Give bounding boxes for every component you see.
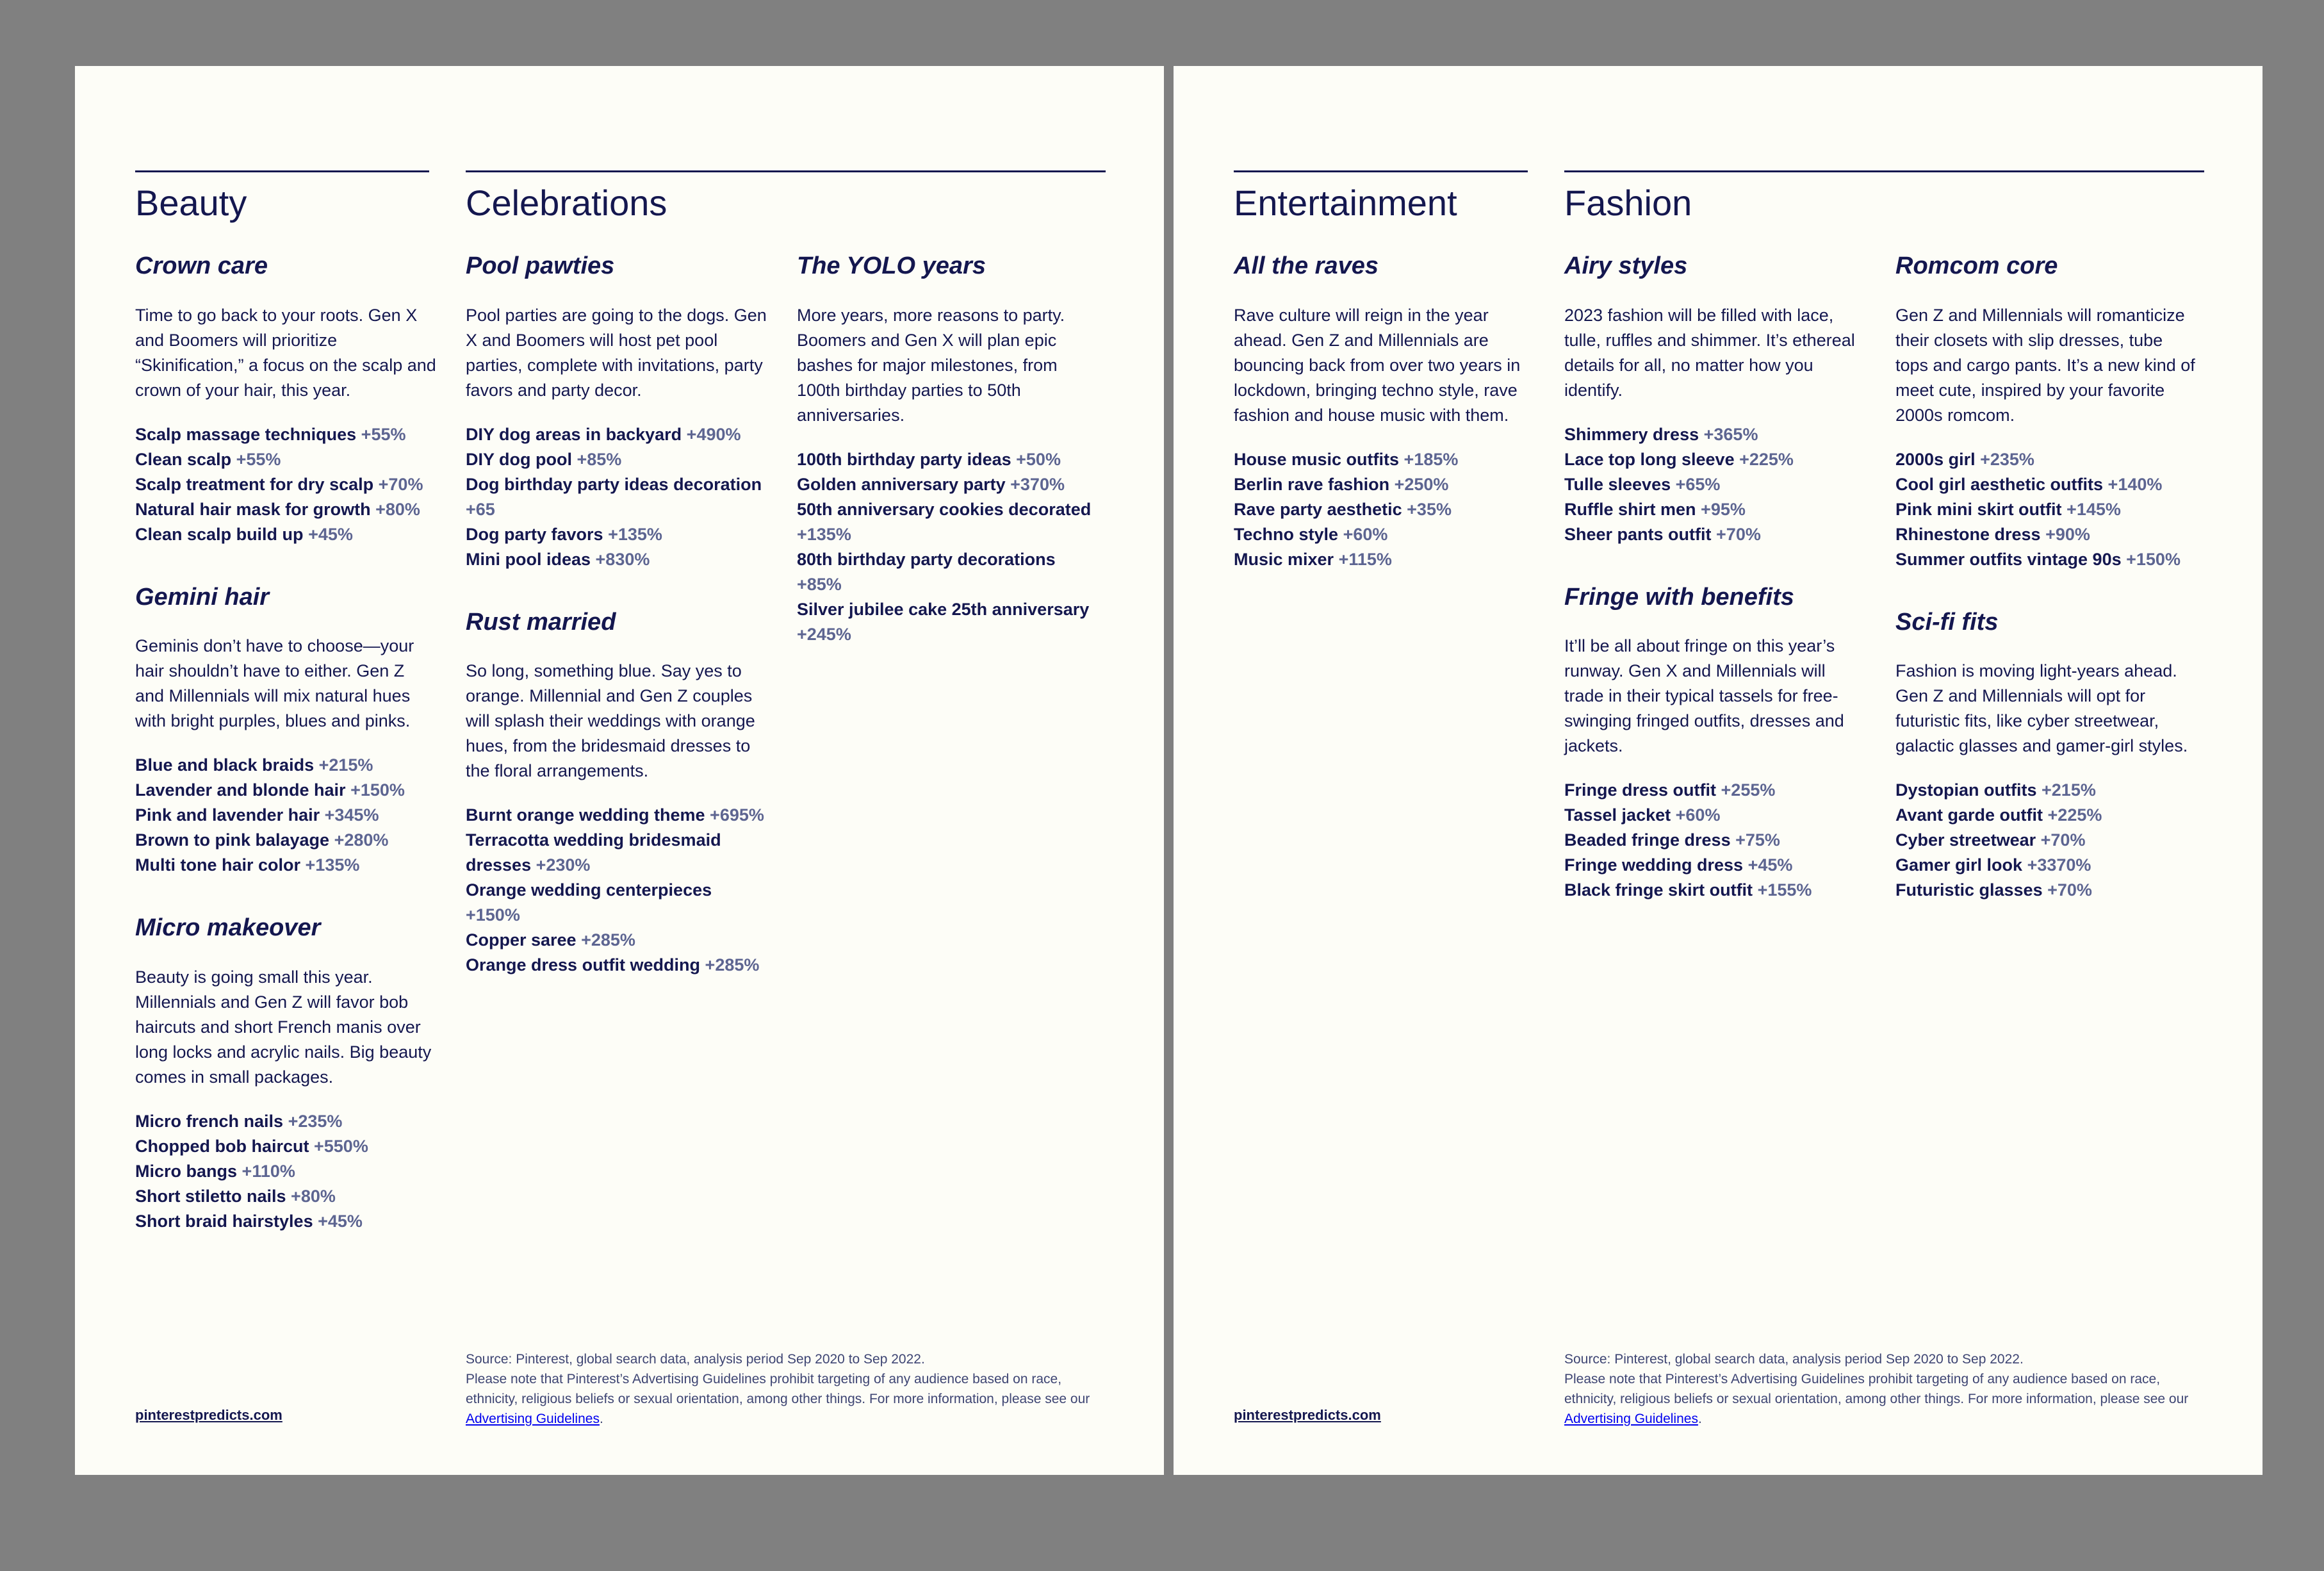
keyword-term: Silver jubilee cake 25th anniversary: [797, 599, 1090, 619]
keyword-item: [466, 447, 767, 472]
keyword-item: [135, 853, 436, 878]
keyword-change: +85%: [577, 449, 622, 469]
trend-description: Time to go back to your roots. Gen X and Boomers will prioritize “Skinification,” a focus on the scalp and crown of your hair, this year.: [135, 305, 436, 400]
footer-disclaimer: [466, 1349, 1106, 1429]
keyword-term: 2000s girl: [1895, 449, 1976, 469]
keyword-change: +90%: [2045, 524, 2090, 544]
trend-block: [135, 252, 436, 547]
trend-block: [466, 608, 767, 978]
keyword-term: 50th anniversary cookies decorated: [797, 499, 1092, 519]
keyword-change: +135%: [608, 524, 662, 544]
keyword-term: Futuristic glasses: [1895, 880, 2043, 900]
keyword-term: Beaded fringe dress: [1564, 830, 1731, 850]
trend-description: Fashion is moving light-years ahead. Gen Z and Millennials will opt for futuristic fits, like cyber streetwear, galactic glasses and gamer-girl styles.: [1895, 661, 2188, 756]
keyword-change: +215%: [2042, 780, 2096, 800]
keyword-change: +230%: [536, 855, 591, 875]
keyword-change: +255%: [1721, 780, 1776, 800]
keyword-term: Lace top long sleeve: [1564, 449, 1735, 469]
keyword-list: [1234, 447, 1535, 572]
keyword-term: Scalp treatment for dry scalp: [135, 474, 374, 494]
disclaimer-text: Please note that Pinterest’s Advertising Guidelines prohibit targeting of any audience based on race, ethnicity, religious beliefs or sexual orientation, among other things. For more information, please see our: [466, 1372, 1090, 1406]
section-title-fashion: Fashion: [1564, 183, 1692, 223]
keyword-change: +185%: [1403, 449, 1459, 469]
trend-title: Pool pawties: [466, 252, 615, 279]
keyword-change: +95%: [1701, 499, 1746, 519]
keyword-item: [1234, 447, 1535, 472]
keyword-term: Pink mini skirt outfit: [1895, 499, 2062, 519]
keyword-item: [1895, 497, 2197, 522]
keyword-change: +285%: [581, 930, 635, 950]
trend-title: All the raves: [1234, 252, 1379, 279]
keyword-term: Sheer pants outfit: [1564, 524, 1712, 544]
trend-block: [1234, 252, 1535, 572]
advertising-guidelines-link[interactable]: Advertising Guidelines: [1564, 1411, 1698, 1426]
keyword-term: Rave party aesthetic: [1234, 499, 1402, 519]
keyword-term: Brown to pink balayage: [135, 830, 330, 850]
keyword-change: +3370%: [2027, 855, 2091, 875]
trend-description: Geminis don’t have to choose—your hair shouldn’t have to either. Gen Z and Millennials will mix natural hues with bright purples, blues and pinks.: [135, 636, 414, 731]
keyword-term: Cyber streetwear: [1895, 830, 2036, 850]
keyword-term: Short braid hairstyles: [135, 1211, 313, 1231]
keyword-term: Fringe dress outfit: [1564, 780, 1717, 800]
column-celebrations-1: [466, 252, 767, 1014]
keyword-item: [466, 878, 767, 928]
keyword-item: [1564, 778, 1865, 803]
keyword-term: Chopped bob haircut: [135, 1136, 309, 1156]
keyword-term: Cool girl aesthetic outfits: [1895, 474, 2104, 494]
source-note: Source: Pinterest, global search data, analysis period Sep 2020 to Sep 2022.: [1564, 1352, 2024, 1367]
keyword-term: Tulle sleeves: [1564, 474, 1671, 494]
trend-title: Gemini hair: [135, 583, 270, 611]
keyword-term: DIY dog pool: [466, 449, 572, 469]
keyword-item: [135, 422, 436, 447]
keyword-item: [1564, 422, 1865, 447]
keyword-change: +60%: [1343, 524, 1388, 544]
keyword-item: [466, 522, 767, 547]
keyword-change: +225%: [1739, 449, 1794, 469]
keyword-change: +70%: [2047, 880, 2092, 900]
keyword-change: +60%: [1675, 805, 1721, 825]
keyword-list: [135, 1109, 436, 1234]
keyword-change: +695%: [710, 805, 764, 825]
trend-title: Micro makeover: [135, 914, 321, 942]
keyword-term: Scalp massage techniques: [135, 424, 357, 444]
keyword-term: 100th birthday party ideas: [797, 449, 1011, 469]
keyword-term: Multi tone hair color: [135, 855, 301, 875]
section-title-beauty: Beauty: [135, 183, 247, 223]
keyword-list: [135, 753, 436, 878]
keyword-change: +215%: [318, 755, 373, 775]
keyword-item: [1564, 447, 1865, 472]
keyword-item: [1564, 803, 1865, 828]
keyword-item: [466, 547, 767, 572]
keyword-term: Burnt orange wedding theme: [466, 805, 705, 825]
trend-description: Rave culture will reign in the year ahead. Gen Z and Millennials are bouncing back from over two years in lockdown, bringing techno style, rave fashion and house music with them.: [1234, 305, 1521, 425]
keyword-change: +75%: [1735, 830, 1780, 850]
keyword-term: Rhinestone dress: [1895, 524, 2041, 544]
column-celebrations-2: [797, 252, 1098, 683]
keyword-term: Blue and black braids: [135, 755, 315, 775]
keyword-change: +140%: [2107, 474, 2163, 494]
keyword-item: [1564, 853, 1865, 878]
keyword-item: [1895, 828, 2197, 853]
report-page-left: [75, 66, 1164, 1475]
keyword-list: [1564, 422, 1865, 547]
keyword-change: +35%: [1407, 499, 1452, 519]
keyword-change: +50%: [1016, 449, 1061, 469]
keyword-term: Gamer girl look: [1895, 855, 2023, 875]
keyword-item: [135, 1134, 436, 1159]
keyword-item: [135, 753, 436, 778]
report-page-right: [1174, 66, 2263, 1475]
keyword-item: [1895, 472, 2197, 497]
trend-title: Fringe with benefits: [1564, 583, 1794, 611]
keyword-term: Terracotta wedding bridesmaid dresses: [466, 830, 721, 875]
trend-description: So long, something blue. Say yes to orange. Millennial and Gen Z couples will splash their weddings with orange hues, from the bridesmaid dresses to the floral arrangements.: [466, 661, 755, 781]
keyword-term: Copper saree: [466, 930, 577, 950]
keyword-change: +80%: [375, 499, 420, 519]
keyword-change: +135%: [305, 855, 360, 875]
keyword-term: Natural hair mask for growth: [135, 499, 371, 519]
advertising-guidelines-link[interactable]: Advertising Guidelines: [466, 1411, 600, 1426]
keyword-list: [135, 422, 436, 547]
keyword-item: [135, 447, 436, 472]
keyword-item: [1234, 472, 1535, 497]
keyword-item: [1564, 522, 1865, 547]
keyword-change: +490%: [686, 424, 741, 444]
keyword-change: +55%: [361, 424, 406, 444]
site-link[interactable]: pinterestpredicts.com: [135, 1407, 282, 1423]
keyword-change: +150%: [2126, 549, 2181, 569]
keyword-change: +115%: [1338, 549, 1392, 569]
keyword-term: Short stiletto nails: [135, 1186, 286, 1206]
keyword-item: [797, 497, 1098, 547]
trend-block: [466, 252, 767, 572]
keyword-item: [135, 778, 436, 803]
section-title-celebrations: Celebrations: [466, 183, 667, 223]
keyword-item: [135, 1109, 436, 1134]
keyword-item: [466, 472, 767, 522]
keyword-term: House music outfits: [1234, 449, 1400, 469]
keyword-item: [1564, 828, 1865, 853]
keyword-term: Lavender and blonde hair: [135, 780, 346, 800]
keyword-item: [466, 953, 767, 978]
keyword-term: Music mixer: [1234, 549, 1334, 569]
trend-block: [797, 252, 1098, 647]
keyword-term: Techno style: [1234, 524, 1339, 544]
keyword-term: Orange wedding centerpieces: [466, 880, 712, 900]
trend-description: It’ll be all about fringe on this year’s runway. Gen X and Millennials will trade in their typical tassels for free-swinging fringed outfits, dresses and jackets.: [1564, 636, 1844, 756]
column-fashion-2: [1895, 252, 2197, 939]
column-entertainment: [1234, 252, 1535, 608]
keyword-term: Ruffle shirt men: [1564, 499, 1696, 519]
keyword-term: Micro french nails: [135, 1111, 284, 1131]
keyword-term: Berlin rave fashion: [1234, 474, 1390, 494]
keyword-item: [1895, 522, 2197, 547]
keyword-change: +45%: [308, 524, 353, 544]
trend-block: [1895, 252, 2197, 572]
keyword-term: Fringe wedding dress: [1564, 855, 1744, 875]
keyword-item: [466, 422, 767, 447]
keyword-change: +280%: [334, 830, 389, 850]
keyword-item: [797, 547, 1098, 597]
trend-description: Gen Z and Millennials will romanticize their closets with slip dresses, tube tops and cargo pants. It’s a new kind of meet cute, inspired by your favorite 2000s romcom.: [1895, 305, 2195, 425]
keyword-change: +45%: [1747, 855, 1793, 875]
keyword-change: +150%: [466, 905, 520, 925]
keyword-term: Dog party favors: [466, 524, 603, 544]
trend-block: [135, 583, 436, 878]
keyword-term: Clean scalp build up: [135, 524, 304, 544]
keyword-item: [135, 472, 436, 497]
keyword-term: Dystopian outfits: [1895, 780, 2037, 800]
keyword-item: [1895, 878, 2197, 903]
trend-description: More years, more reasons to party. Boomers and Gen X will plan epic bashes for major milestones, from 100th birthday parties to 50th anniversaries.: [797, 305, 1065, 425]
trend-title: The YOLO years: [797, 252, 986, 279]
keyword-change: +830%: [595, 549, 650, 569]
keyword-term: Black fringe skirt outfit: [1564, 880, 1753, 900]
keyword-list: [797, 447, 1098, 647]
keyword-item: [1564, 497, 1865, 522]
keyword-term: Pink and lavender hair: [135, 805, 320, 825]
section-divider: [466, 170, 1106, 172]
keyword-item: [1895, 447, 2197, 472]
trend-title: Romcom core: [1895, 252, 2058, 279]
keyword-item: [135, 522, 436, 547]
keyword-item: [797, 597, 1098, 647]
trend-block: [1895, 608, 2197, 903]
disclaimer-end: .: [599, 1411, 603, 1426]
keyword-change: +145%: [2066, 499, 2121, 519]
keyword-change: +150%: [350, 780, 405, 800]
keyword-item: [797, 472, 1098, 497]
keyword-list: [1564, 778, 1865, 903]
keyword-item: [135, 803, 436, 828]
column-beauty: [135, 252, 436, 1270]
keyword-change: +235%: [1980, 449, 2034, 469]
keyword-item: [135, 828, 436, 853]
keyword-item: [135, 1209, 436, 1234]
trend-block: [1564, 583, 1865, 903]
keyword-item: [1564, 878, 1865, 903]
section-divider: [135, 170, 429, 172]
keyword-change: +70%: [1716, 524, 1761, 544]
keyword-change: +65%: [1675, 474, 1721, 494]
disclaimer-text: Please note that Pinterest’s Advertising Guidelines prohibit targeting of any audience based on race, ethnicity, religious beliefs or sexual orientation, among other things. For more information, please see our: [1564, 1372, 2189, 1406]
keyword-change: +245%: [797, 624, 851, 644]
keyword-term: Avant garde outfit: [1895, 805, 2043, 825]
keyword-change: +225%: [2047, 805, 2102, 825]
keyword-change: +235%: [288, 1111, 343, 1131]
keyword-change: +70%: [2040, 830, 2086, 850]
keyword-change: +80%: [291, 1186, 336, 1206]
keyword-change: +85%: [797, 574, 842, 594]
disclaimer-end: .: [1698, 1411, 1702, 1426]
trend-block: [1564, 252, 1865, 547]
keyword-change: +365%: [1703, 424, 1758, 444]
keyword-item: [1234, 497, 1535, 522]
keyword-term: Golden anniversary party: [797, 474, 1006, 494]
trend-description: 2023 fashion will be filled with lace, tulle, ruffles and shimmer. It’s ethereal details for all, no matter how you identify.: [1564, 305, 1855, 400]
keyword-item: [1895, 547, 2197, 572]
keyword-term: Micro bangs: [135, 1161, 238, 1181]
keyword-list: [1895, 778, 2197, 903]
keyword-term: Clean scalp: [135, 449, 232, 469]
keyword-change: +55%: [236, 449, 281, 469]
keyword-term: Mini pool ideas: [466, 549, 591, 569]
keyword-change: +135%: [797, 524, 851, 544]
section-divider: [1564, 170, 2204, 172]
keyword-item: [1234, 522, 1535, 547]
keyword-item: [1234, 547, 1535, 572]
section-title-entertainment: Entertainment: [1234, 183, 1457, 223]
keyword-term: Dog birthday party ideas decoration: [466, 474, 762, 494]
keyword-change: +285%: [705, 955, 760, 975]
trend-title: Airy styles: [1564, 252, 1688, 279]
guidelines-note: [1564, 1369, 2205, 1429]
keyword-change: +155%: [1757, 880, 1812, 900]
source-note: Source: Pinterest, global search data, analysis period Sep 2020 to Sep 2022.: [466, 1352, 925, 1367]
keyword-change: +45%: [318, 1211, 363, 1231]
keyword-item: [135, 1159, 436, 1184]
keyword-item: [797, 447, 1098, 472]
trend-block: [135, 914, 436, 1234]
keyword-item: [1895, 853, 2197, 878]
keyword-term: DIY dog areas in backyard: [466, 424, 682, 444]
keyword-item: [1895, 803, 2197, 828]
keyword-item: [466, 928, 767, 953]
keyword-term: Orange dress outfit wedding: [466, 955, 701, 975]
keyword-term: Summer outfits vintage 90s: [1895, 549, 2122, 569]
keyword-item: [466, 828, 767, 878]
keyword-change: +250%: [1394, 474, 1449, 494]
section-divider: [1234, 170, 1528, 172]
keyword-item: [1564, 472, 1865, 497]
keyword-item: [466, 803, 767, 828]
keyword-list: [1895, 447, 2197, 572]
site-link[interactable]: pinterestpredicts.com: [1234, 1407, 1381, 1423]
keyword-term: Tassel jacket: [1564, 805, 1671, 825]
keyword-item: [1895, 778, 2197, 803]
column-fashion-1: [1564, 252, 1865, 939]
keyword-item: [135, 497, 436, 522]
keyword-change: +70%: [378, 474, 423, 494]
keyword-change: +65: [466, 499, 495, 519]
keyword-change: +110%: [241, 1161, 295, 1181]
guidelines-note: [466, 1369, 1106, 1429]
trend-description: Pool parties are going to the dogs. Gen X and Boomers will host pet pool parties, complete with invitations, party favors and party decor.: [466, 305, 767, 400]
trend-title: Sci-fi fits: [1895, 608, 1999, 636]
keyword-term: 80th birthday party decorations: [797, 549, 1056, 569]
keyword-list: [466, 803, 767, 978]
keyword-change: +345%: [324, 805, 379, 825]
keyword-change: +370%: [1010, 474, 1065, 494]
keyword-item: [135, 1184, 436, 1209]
trend-description: Beauty is going small this year. Millennials and Gen Z will favor bob haircuts and short French manis over long locks and acrylic nails. Big beauty comes in small packages.: [135, 967, 432, 1087]
keyword-change: +550%: [314, 1136, 368, 1156]
trend-title: Rust married: [466, 608, 616, 636]
keyword-term: Shimmery dress: [1564, 424, 1699, 444]
footer-disclaimer: [1564, 1349, 2205, 1429]
keyword-list: [466, 422, 767, 572]
trend-title: Crown care: [135, 252, 268, 279]
